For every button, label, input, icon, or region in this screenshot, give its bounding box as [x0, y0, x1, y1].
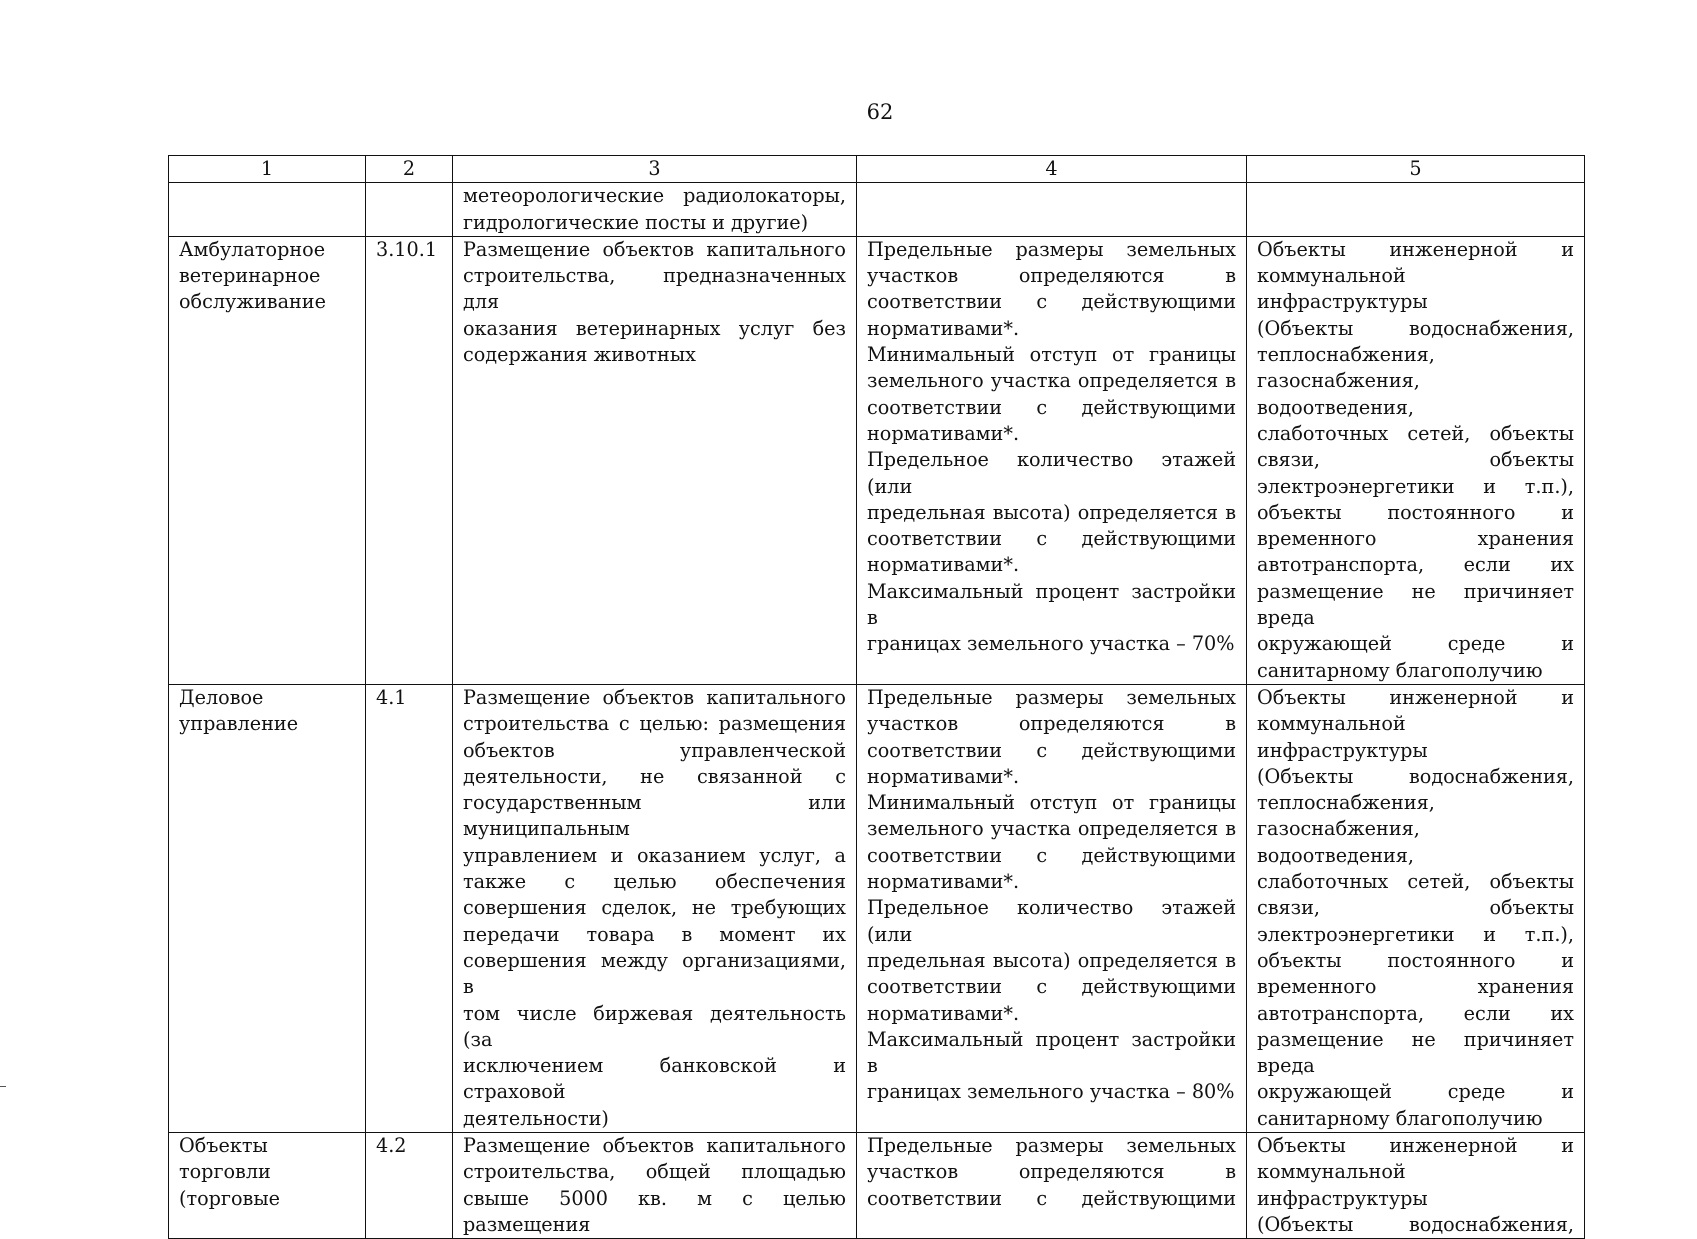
infrastructure-cell — [1247, 183, 1585, 237]
cell-text-line: оказания ветеринарных услуг без — [463, 316, 846, 340]
parameters-cell — [857, 236, 1247, 684]
cell-text-line: теплоснабжения, — [1257, 343, 1435, 367]
cell-text-line: соответствии с действующими — [867, 738, 1236, 762]
cell-text-line: окружающей среде и — [1257, 632, 1574, 656]
cell-text-line: санитарному благополучию — [1257, 1106, 1543, 1130]
cell-text-line: предельная высота) определяется в — [867, 500, 1236, 524]
cell-text-line: управление — [179, 712, 299, 736]
table-row — [169, 183, 1585, 237]
cell-text-line: участков определяются в — [867, 264, 1236, 288]
use-name-cell — [169, 1132, 366, 1238]
cell-text-line: гидрологические посты и другие) — [463, 210, 809, 234]
cell-text-line: связи, объекты — [1257, 448, 1574, 472]
cell-text-line: обслуживание — [179, 290, 326, 314]
cell-text-line: торговли — [179, 1160, 271, 1184]
cell-text-line: свыше 5000 кв. м с целью размещения — [463, 1186, 846, 1236]
cell-text-line: управлением и оказанием услуг, а — [463, 843, 846, 867]
table-header-row — [169, 156, 1585, 183]
cell-text-line: электроэнергетики и т.п.), — [1257, 474, 1574, 498]
table-row — [169, 236, 1585, 684]
cell-text-line: (торговые — [179, 1186, 280, 1210]
cell-text-line: Максимальный процент застройки в — [867, 1027, 1236, 1078]
cell-text-line: строительства с целью: размещения — [463, 712, 846, 736]
cell-text-line: том числе биржевая деятельность (за — [463, 1001, 846, 1051]
cell-text-line: соответствии с действующими — [867, 290, 1236, 314]
cell-text-line: соответствии с действующими — [867, 843, 1236, 867]
cell-text-line: соответствии с действующими — [867, 395, 1236, 419]
cell-text-line: нормативами*. — [867, 421, 1020, 445]
cell-text-line: автотранспорта, если их — [1257, 1001, 1574, 1025]
cell-text-line: нормативами*. — [867, 764, 1020, 788]
cell-text-line: связи, объекты — [1257, 896, 1574, 920]
cell-text-line: предельная высота) определяется в — [867, 948, 1236, 972]
cell-text-line: временного хранения — [1257, 527, 1574, 551]
column-header: 3 — [453, 156, 857, 183]
column-header: 1 — [169, 156, 366, 183]
cell-text-line: электроэнергетики и т.п.), — [1257, 922, 1574, 946]
cell-text-line: Максимальный процент застройки в — [867, 579, 1236, 630]
use-code-cell: 4.2 — [366, 1132, 453, 1238]
cell-text-line: размещение не причиняет вреда — [1257, 1027, 1574, 1078]
cell-text-line: Предельные размеры земельных — [867, 1133, 1236, 1157]
cell-text-line: размещение не причиняет вреда — [1257, 579, 1574, 630]
cell-text-line: нормативами*. — [867, 1001, 1020, 1025]
cell-text-line: объектов управленческой — [463, 738, 846, 762]
use-description-cell — [453, 236, 857, 684]
cell-text-line: передачи товара в момент их — [463, 922, 846, 946]
cell-text-line: окружающей среде и — [1257, 1080, 1574, 1104]
cell-text-line: автотранспорта, если их — [1257, 553, 1574, 577]
use-code-cell: 4.1 — [366, 684, 453, 1132]
cell-text-line: совершения между организациями, в — [463, 948, 846, 999]
use-code-cell: 3.10.1 — [366, 236, 453, 684]
cell-text-line: коммунальной инфраструктуры — [1257, 1160, 1428, 1210]
cell-text-line: Размещение объектов капитального — [463, 237, 846, 261]
cell-text-line: газоснабжения, водоотведения, — [1257, 817, 1420, 867]
cell-text-line: участков определяются в — [867, 712, 1236, 736]
cell-text-line: Предельные размеры земельных — [867, 237, 1236, 261]
cell-text-line: Минимальный отступ от границы — [867, 791, 1236, 815]
cell-text-line: объекты постоянного и — [1257, 948, 1574, 972]
use-name-cell — [169, 236, 366, 684]
cell-text-line: Деловое — [179, 685, 264, 709]
parameters-cell — [857, 1132, 1247, 1238]
cell-text-line: (Объекты водоснабжения, — [1257, 316, 1574, 340]
cell-text-line: Объекты — [179, 1133, 268, 1157]
cell-text-line: коммунальной инфраструктуры — [1257, 264, 1428, 314]
cell-text-line: земельного участка определяется в — [867, 369, 1236, 393]
cell-text-line: слаботочных сетей, объекты — [1257, 421, 1574, 445]
cell-text-line: Объекты инженерной и — [1257, 685, 1574, 709]
cell-text-line: нормативами*. — [867, 553, 1020, 577]
cell-text-line: (Объекты водоснабжения, — [1257, 764, 1574, 788]
use-description-cell — [453, 183, 857, 237]
parameters-cell — [857, 183, 1247, 237]
cell-text-line: Амбулаторное — [179, 237, 326, 261]
column-header: 4 — [857, 156, 1247, 183]
cell-text-line: деятельности, не связанной с — [463, 764, 846, 788]
cell-text-line: строительства, предназначенных для — [463, 264, 846, 314]
cell-text-line: Предельные размеры земельных — [867, 685, 1236, 709]
cell-text-line: ветеринарное — [179, 264, 321, 288]
cell-text-line: нормативами*. — [867, 316, 1020, 340]
use-name-cell — [169, 684, 366, 1132]
use-code-cell — [366, 183, 453, 237]
cell-text-line: границах земельного участка – 70% — [867, 632, 1235, 656]
use-description-cell — [453, 684, 857, 1132]
cell-text-line: газоснабжения, водоотведения, — [1257, 369, 1420, 419]
page-number: 62 — [866, 100, 894, 124]
infrastructure-cell — [1247, 684, 1585, 1132]
cell-text-line: исключением банковской и страховой — [463, 1054, 846, 1104]
table-row — [169, 1132, 1585, 1238]
cell-text-line: Минимальный отступ от границы — [867, 343, 1236, 367]
column-header: 2 — [366, 156, 453, 183]
cell-text-line: слаботочных сетей, объекты — [1257, 870, 1574, 894]
cell-text-line: соответствии с действующими — [867, 527, 1236, 551]
cell-text-line: совершения сделок, не требующих — [463, 896, 846, 920]
cell-text-line: участков определяются в — [867, 1160, 1236, 1184]
cell-text-line: Объекты инженерной и — [1257, 237, 1574, 261]
cell-text-line: содержания животных — [463, 343, 696, 367]
cell-text-line: Размещение объектов капитального — [463, 685, 846, 709]
infrastructure-cell — [1247, 1132, 1585, 1238]
cell-text-line: деятельности) — [463, 1106, 609, 1130]
cell-text-line: временного хранения — [1257, 975, 1574, 999]
cell-text-line: (Объекты водоснабжения, — [1257, 1212, 1574, 1236]
cell-text-line: Объекты инженерной и — [1257, 1133, 1574, 1157]
cell-text-line: земельного участка определяется в — [867, 817, 1236, 841]
cell-text-line: коммунальной инфраструктуры — [1257, 712, 1428, 762]
use-description-cell — [453, 1132, 857, 1238]
cell-text-line: Предельное количество этажей (или — [867, 448, 1236, 498]
use-name-cell — [169, 183, 366, 237]
cell-text-line: Предельное количество этажей (или — [867, 896, 1236, 946]
cell-text-line: также с целью обеспечения — [463, 870, 846, 894]
column-header: 5 — [1247, 156, 1585, 183]
cell-text-line: нормативами*. — [867, 870, 1020, 894]
scan-edge-mark — [0, 1086, 6, 1087]
cell-text-line: метеорологические радиолокаторы, — [463, 184, 846, 208]
cell-text-line: объекты постоянного и — [1257, 500, 1574, 524]
table-row — [169, 684, 1585, 1132]
land-use-table — [168, 155, 1585, 1239]
cell-text-line: строительства, общей площадью — [463, 1160, 846, 1184]
parameters-cell — [857, 684, 1247, 1132]
cell-text-line: теплоснабжения, — [1257, 791, 1435, 815]
cell-text-line: соответствии с действующими — [867, 975, 1236, 999]
cell-text-line: Размещение объектов капитального — [463, 1133, 846, 1157]
infrastructure-cell — [1247, 236, 1585, 684]
cell-text-line: границах земельного участка – 80% — [867, 1080, 1235, 1104]
cell-text-line: государственным или муниципальным — [463, 791, 846, 841]
cell-text-line: санитарному благополучию — [1257, 658, 1543, 682]
cell-text-line: соответствии с действующими — [867, 1186, 1236, 1210]
